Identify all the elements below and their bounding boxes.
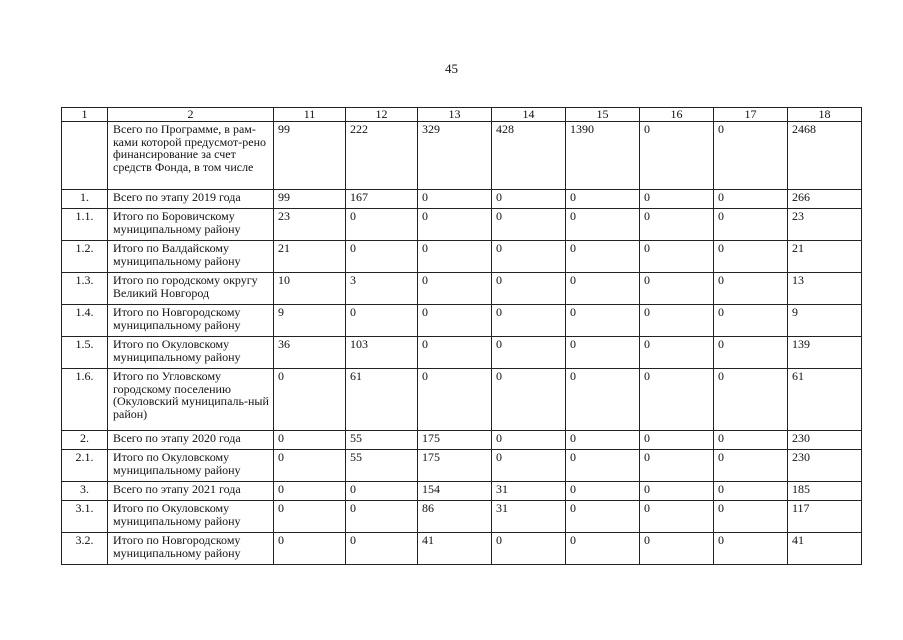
column-header-5: 14 <box>492 108 566 122</box>
value-cell-col-12: 222 <box>346 122 418 190</box>
value-cell-col-13: 86 <box>418 501 492 533</box>
value-cell-col-17: 0 <box>714 501 788 533</box>
value-cell-col-16: 0 <box>640 337 714 369</box>
table-row <box>62 209 862 241</box>
value-cell-col-13: 175 <box>418 431 492 450</box>
value-cell-col-15: 0 <box>566 369 640 431</box>
value-cell-col-11: 0 <box>274 450 346 482</box>
value-cell-col-11: 99 <box>274 190 346 209</box>
value-cell-col-17: 0 <box>714 369 788 431</box>
row-name: Итого по Новгородскому муниципальному району <box>108 305 274 337</box>
value-cell-col-11: 0 <box>274 431 346 450</box>
value-cell-col-18: 23 <box>788 209 862 241</box>
value-cell-col-13: 329 <box>418 122 492 190</box>
value-cell-col-13: 175 <box>418 450 492 482</box>
value-cell-col-14: 0 <box>492 241 566 273</box>
row-name: Итого по Окуловскому муниципальному району <box>108 337 274 369</box>
value-cell-col-11: 36 <box>274 337 346 369</box>
value-cell-col-18: 21 <box>788 241 862 273</box>
value-cell-col-16: 0 <box>640 533 714 565</box>
value-cell-col-12: 61 <box>346 369 418 431</box>
table-row <box>62 305 862 337</box>
value-cell-col-11: 23 <box>274 209 346 241</box>
row-number: 1.2. <box>62 241 108 273</box>
value-cell-col-17: 0 <box>714 273 788 305</box>
value-cell-col-13: 0 <box>418 337 492 369</box>
value-cell-col-14: 0 <box>492 533 566 565</box>
value-cell-col-16: 0 <box>640 122 714 190</box>
row-name: Всего по этапу 2020 года <box>108 431 274 450</box>
column-header-7: 16 <box>640 108 714 122</box>
value-cell-col-16: 0 <box>640 431 714 450</box>
value-cell-col-12: 103 <box>346 337 418 369</box>
row-number: 1.6. <box>62 369 108 431</box>
value-cell-col-18: 230 <box>788 431 862 450</box>
row-name: Всего по Программе, в рам-ками которой предусмот-рено финансирование за счет средств Фонда, в том числе <box>108 122 274 190</box>
row-name: Итого по Угловскому городскому поселению (Окуловский муниципаль-ный район) <box>108 369 274 431</box>
value-cell-col-14: 0 <box>492 369 566 431</box>
value-cell-col-15: 0 <box>566 209 640 241</box>
table-row <box>62 501 862 533</box>
financing-table <box>61 107 862 565</box>
value-cell-col-11: 99 <box>274 122 346 190</box>
value-cell-col-14: 31 <box>492 501 566 533</box>
value-cell-col-16: 0 <box>640 190 714 209</box>
value-cell-col-15: 0 <box>566 273 640 305</box>
row-name: Итого по Боровичскому муниципальному району <box>108 209 274 241</box>
value-cell-col-17: 0 <box>714 241 788 273</box>
row-number: 2. <box>62 431 108 450</box>
value-cell-col-15: 1390 <box>566 122 640 190</box>
value-cell-col-14: 0 <box>492 305 566 337</box>
row-name: Итого по Окуловскому муниципальному району <box>108 450 274 482</box>
value-cell-col-16: 0 <box>640 305 714 337</box>
row-number: 1.1. <box>62 209 108 241</box>
row-number: 1.5. <box>62 337 108 369</box>
value-cell-col-14: 428 <box>492 122 566 190</box>
row-number: 2.1. <box>62 450 108 482</box>
value-cell-col-13: 154 <box>418 482 492 501</box>
value-cell-col-18: 117 <box>788 501 862 533</box>
table-row <box>62 431 862 450</box>
value-cell-col-17: 0 <box>714 190 788 209</box>
table-row <box>62 122 862 190</box>
value-cell-col-11: 0 <box>274 533 346 565</box>
value-cell-col-12: 3 <box>346 273 418 305</box>
row-number: 1.4. <box>62 305 108 337</box>
value-cell-col-18: 185 <box>788 482 862 501</box>
value-cell-col-13: 0 <box>418 190 492 209</box>
value-cell-col-17: 0 <box>714 450 788 482</box>
value-cell-col-18: 230 <box>788 450 862 482</box>
column-header-2: 11 <box>274 108 346 122</box>
value-cell-col-14: 0 <box>492 431 566 450</box>
row-name: Итого по Валдайскому муниципальному району <box>108 241 274 273</box>
value-cell-col-11: 10 <box>274 273 346 305</box>
row-number: 3.2. <box>62 533 108 565</box>
table-row <box>62 337 862 369</box>
value-cell-col-12: 0 <box>346 241 418 273</box>
value-cell-col-15: 0 <box>566 533 640 565</box>
value-cell-col-12: 167 <box>346 190 418 209</box>
value-cell-col-16: 0 <box>640 241 714 273</box>
value-cell-col-16: 0 <box>640 369 714 431</box>
column-header-0: 1 <box>62 108 108 122</box>
value-cell-col-17: 0 <box>714 122 788 190</box>
row-name: Итого по Новгородскому муниципальному району <box>108 533 274 565</box>
column-header-8: 17 <box>714 108 788 122</box>
value-cell-col-13: 41 <box>418 533 492 565</box>
value-cell-col-11: 0 <box>274 482 346 501</box>
value-cell-col-13: 0 <box>418 369 492 431</box>
column-header-4: 13 <box>418 108 492 122</box>
value-cell-col-18: 13 <box>788 273 862 305</box>
row-number: 1.3. <box>62 273 108 305</box>
value-cell-col-12: 0 <box>346 533 418 565</box>
value-cell-col-17: 0 <box>714 482 788 501</box>
value-cell-col-16: 0 <box>640 501 714 533</box>
value-cell-col-12: 0 <box>346 482 418 501</box>
row-name: Итого по Окуловскому муниципальному району <box>108 501 274 533</box>
header-row <box>62 108 862 122</box>
value-cell-col-11: 21 <box>274 241 346 273</box>
value-cell-col-16: 0 <box>640 209 714 241</box>
value-cell-col-15: 0 <box>566 337 640 369</box>
row-number: 1. <box>62 190 108 209</box>
value-cell-col-18: 9 <box>788 305 862 337</box>
row-name: Итого по городскому округу Великий Новгород <box>108 273 274 305</box>
column-header-1: 2 <box>108 108 274 122</box>
table-row <box>62 482 862 501</box>
value-cell-col-12: 0 <box>346 209 418 241</box>
table-row <box>62 450 862 482</box>
value-cell-col-16: 0 <box>640 273 714 305</box>
value-cell-col-13: 0 <box>418 305 492 337</box>
page-number: 45 <box>445 61 458 76</box>
column-header-3: 12 <box>346 108 418 122</box>
value-cell-col-12: 0 <box>346 501 418 533</box>
value-cell-col-18: 41 <box>788 533 862 565</box>
table-row <box>62 273 862 305</box>
value-cell-col-18: 61 <box>788 369 862 431</box>
value-cell-col-17: 0 <box>714 337 788 369</box>
value-cell-col-11: 9 <box>274 305 346 337</box>
value-cell-col-17: 0 <box>714 533 788 565</box>
column-header-9: 18 <box>788 108 862 122</box>
value-cell-col-14: 0 <box>492 273 566 305</box>
value-cell-col-18: 2468 <box>788 122 862 190</box>
value-cell-col-16: 0 <box>640 482 714 501</box>
value-cell-col-11: 0 <box>274 369 346 431</box>
value-cell-col-15: 0 <box>566 482 640 501</box>
value-cell-col-16: 0 <box>640 450 714 482</box>
value-cell-col-14: 0 <box>492 190 566 209</box>
table-row <box>62 190 862 209</box>
value-cell-col-17: 0 <box>714 209 788 241</box>
value-cell-col-17: 0 <box>714 305 788 337</box>
value-cell-col-13: 0 <box>418 209 492 241</box>
value-cell-col-12: 0 <box>346 305 418 337</box>
row-number: 3. <box>62 482 108 501</box>
table-row <box>62 369 862 431</box>
table-row <box>62 241 862 273</box>
value-cell-col-18: 139 <box>788 337 862 369</box>
value-cell-col-15: 0 <box>566 450 640 482</box>
value-cell-col-15: 0 <box>566 241 640 273</box>
value-cell-col-14: 0 <box>492 450 566 482</box>
row-number <box>62 122 108 190</box>
column-header-6: 15 <box>566 108 640 122</box>
value-cell-col-15: 0 <box>566 501 640 533</box>
value-cell-col-13: 0 <box>418 241 492 273</box>
value-cell-col-15: 0 <box>566 190 640 209</box>
row-name: Всего по этапу 2019 года <box>108 190 274 209</box>
value-cell-col-14: 31 <box>492 482 566 501</box>
value-cell-col-11: 0 <box>274 501 346 533</box>
value-cell-col-14: 0 <box>492 209 566 241</box>
value-cell-col-14: 0 <box>492 337 566 369</box>
value-cell-col-15: 0 <box>566 305 640 337</box>
table-row <box>62 533 862 565</box>
value-cell-col-12: 55 <box>346 450 418 482</box>
value-cell-col-18: 266 <box>788 190 862 209</box>
value-cell-col-15: 0 <box>566 431 640 450</box>
row-name: Всего по этапу 2021 года <box>108 482 274 501</box>
value-cell-col-17: 0 <box>714 431 788 450</box>
row-number: 3.1. <box>62 501 108 533</box>
value-cell-col-12: 55 <box>346 431 418 450</box>
value-cell-col-13: 0 <box>418 273 492 305</box>
